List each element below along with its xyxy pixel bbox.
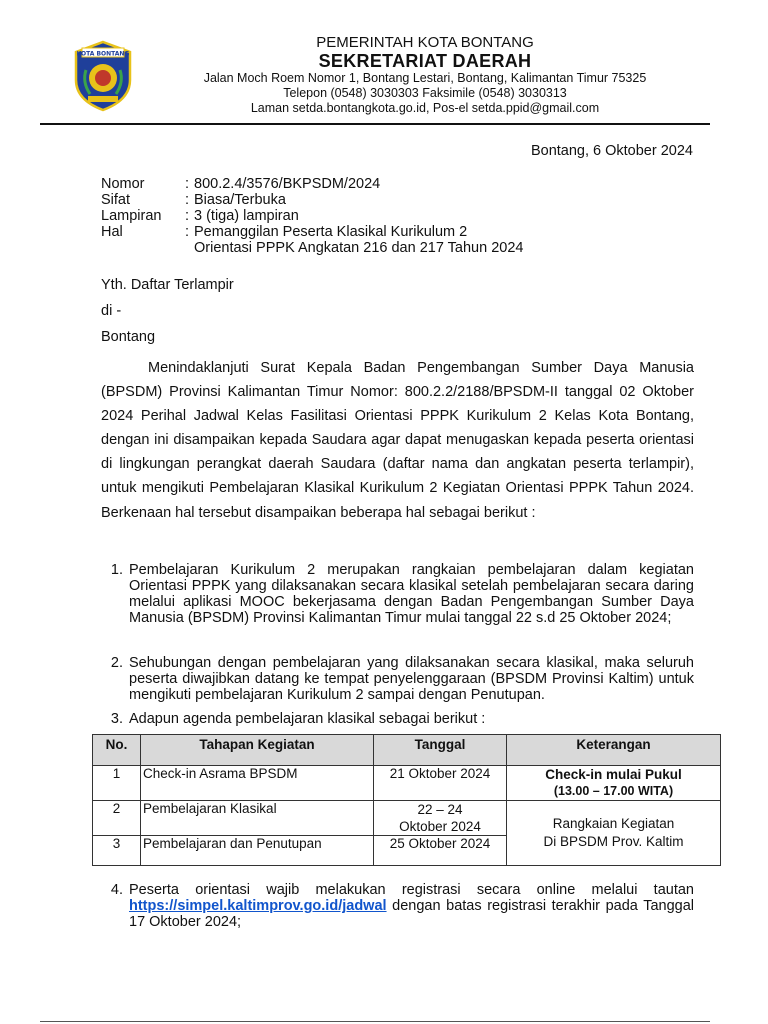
col-header-date: Tanggal <box>374 735 507 766</box>
list-item <box>101 655 694 703</box>
meta-key: Nomor <box>101 176 145 192</box>
cell-activity: Check-in Asrama BPSDM <box>141 766 374 801</box>
cell-no: 3 <box>93 836 141 866</box>
cell-date <box>374 801 507 836</box>
list-item <box>101 711 694 727</box>
meta-row-sifat: Sifat : Biasa/Terbuka <box>101 192 286 208</box>
list-item <box>101 562 694 626</box>
meta-value: 800.2.4/3576/BKPSDM/2024 <box>194 176 381 192</box>
office-phone: Telepon (0548) 3030303 Faksimile (0548) 3030313 <box>283 86 567 100</box>
letterhead <box>140 34 710 116</box>
recipient-di: di - <box>101 303 122 319</box>
meta-row-hal-cont <box>101 240 523 256</box>
date-line: 22 – 24 <box>417 802 463 817</box>
opening-paragraph <box>101 356 694 525</box>
agenda-table <box>92 734 721 866</box>
government-name: PEMERINTAH KOTA BONTANG <box>316 34 534 51</box>
page-bottom-divider <box>40 1021 710 1022</box>
table-row <box>93 801 721 836</box>
svg-text:KOTA BONTANG: KOTA BONTANG <box>76 50 130 58</box>
note-line: Rangkaian Kegiatan <box>552 816 675 831</box>
col-header-activity: Tahapan Kegiatan <box>141 735 374 766</box>
meta-row-lampiran: Lampiran : 3 (tiga) lampiran <box>101 208 299 224</box>
table-header-row <box>93 735 721 766</box>
item-number: 1. <box>110 562 123 578</box>
cell-date: 21 Oktober 2024 <box>374 766 507 801</box>
list-item <box>101 882 694 930</box>
table-row <box>93 766 721 801</box>
item-number: 3. <box>110 711 123 727</box>
cell-activity: Pembelajaran dan Penutupan <box>141 836 374 866</box>
item-text: Sehubungan dengan pembelajaran yang dilaksanakan secara klasikal, maka seluruh peserta diwajibkan datang ke tempat penyelenggaraan (BPSDM Provinsi Kaltim) untuk mengikuti pembelajaran Kurikulum 2 sampai dengan Penutupan. <box>129 655 694 703</box>
note-line: (13.00 – 17.00 WITA) <box>553 784 674 798</box>
meta-row-nomor: Nomor : 800.2.4/3576/BKPSDM/2024 <box>101 176 381 192</box>
letterhead-divider <box>40 123 710 125</box>
meta-key: Sifat <box>101 192 131 208</box>
cell-note-merged <box>507 801 721 866</box>
opening-text: Menindaklanjuti Surat Kepala Badan Pengembangan Sumber Daya Manusia (BPSDM) Provinsi Kalimantan Timur Nomor: 800.2.2/2188/BPSDM-II tanggal 02 Oktober 2024 Perihal Jadwal Kelas Fasilitasi Orientasi PPPK Kurikulum 2 Kelas Kota Bontang, dengan ini disampaikan kepada Saudara agar dapat menugaskan kepada peserta orientasi di lingkungan perangkat daerah Saudara (daftar nama dan angkatan peserta terlampir), untuk mengikuti Pembelajaran Klasikal Kurikulum 2 Kegiatan Orientasi PPPK Tahun 2024. Berkenaan hal tersebut disampaikan beberapa hal sebagai berikut : <box>101 360 694 521</box>
meta-value: 3 (tiga) lampiran <box>194 208 299 224</box>
recipient-to: Yth. Daftar Terlampir <box>101 277 234 293</box>
city-emblem-logo <box>72 40 134 112</box>
cell-note <box>507 766 721 801</box>
point4-text-after: dengan batas registrasi terakhir pada Tanggal 17 Oktober 2024; <box>129 898 694 930</box>
recipient-place: Bontang <box>101 329 156 345</box>
item-number: 4. <box>110 882 123 898</box>
meta-value: Biasa/Terbuka <box>194 192 286 208</box>
item-text <box>129 882 694 930</box>
office-name: SEKRETARIAT DAERAH <box>318 51 532 71</box>
point4-text-before: Peserta orientasi wajib melakukan registrasi secara online melalui tautan <box>129 882 694 898</box>
letter-meta <box>101 176 523 256</box>
item-number: 2. <box>110 655 123 671</box>
office-address: Jalan Moch Roem Nomor 1, Bontang Lestari, Bontang, Kalimantan Timur 75325 <box>203 71 647 85</box>
item-text: Adapun agenda pembelajaran klasikal sebagai berikut : <box>129 711 486 727</box>
cell-no: 1 <box>93 766 141 801</box>
cell-no: 2 <box>93 801 141 836</box>
note-line: Di BPSDM Prov. Kaltim <box>543 834 684 849</box>
meta-value: Orientasi PPPK Angkatan 216 dan 217 Tahun 2024 <box>194 240 524 256</box>
col-header-no: No. <box>93 735 141 766</box>
note-line: Check-in mulai Pukul <box>545 767 682 782</box>
meta-row-hal: Hal : Pemanggilan Peserta Klasikal Kurikulum 2 <box>101 224 468 240</box>
office-web: Laman setda.bontangkota.go.id, Pos-el setda.ppid@gmail.com <box>250 101 600 115</box>
meta-value: Pemanggilan Peserta Klasikal Kurikulum 2 <box>194 224 468 240</box>
cell-date: 25 Oktober 2024 <box>374 836 507 866</box>
item-text: Pembelajaran Kurikulum 2 merupakan rangkaian pembelajaran dalam kegiatan Orientasi PPPK yang dilaksanakan secara klasikal setelah pembelajaran secara daring melalui aplikasi MOOC bekerjasama dengan Badan Pengembangan Sumber Daya Manusia (BPSDM) Provinsi Kalimantan Timur mulai tanggal 22 s.d 25 Oktober 2024; <box>129 562 694 626</box>
col-header-note: Keterangan <box>507 735 721 766</box>
letter-date: Bontang, 6 Oktober 2024 <box>530 143 693 159</box>
meta-key: Lampiran <box>101 208 162 224</box>
registration-link[interactable]: https://simpel.kaltimprov.go.id/jadwal <box>129 898 387 914</box>
meta-key: Hal <box>101 224 123 240</box>
cell-activity: Pembelajaran Klasikal <box>141 801 374 836</box>
date-line: Oktober 2024 <box>399 819 481 834</box>
